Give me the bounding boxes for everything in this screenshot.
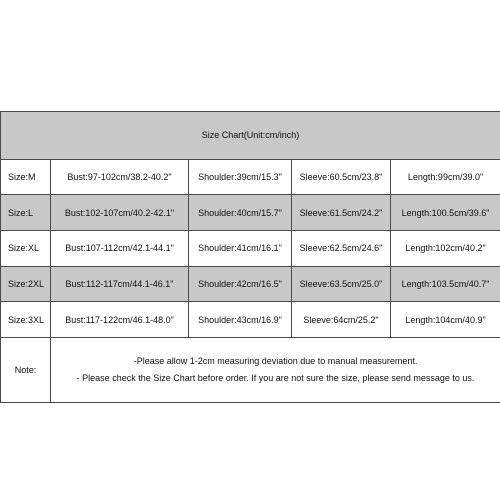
bust-value: Bust:117-122cm/46.1-48.0" [51,302,189,338]
length-value: Length:102cm/40.2" [391,231,500,267]
bust-value: Bust:107-112cm/42.1-44.1" [51,231,189,267]
sleeve-value: Sleeve:62.5cm/24.6" [292,231,391,267]
sleeve-value: Sleeve:63.5cm/25.0" [292,266,391,302]
sleeve-value: Sleeve:61.5cm/24.2" [292,195,391,231]
size-row-xl [1,231,500,267]
note-line: -Please allow 1-2cm measuring deviation due to manual measurement. [133,355,418,366]
sleeve-value: Sleeve:64cm/25.2" [292,302,391,338]
size-chart-table [0,111,500,403]
length-value: Length:103.5cm/40.7" [391,266,500,302]
note-line: - Please check the Size Chart before order. If you are not sure the size, please send message to us. [76,372,475,383]
sleeve-value: Sleeve:60.5cm/23.8" [292,159,391,195]
size-row-2xl [1,266,500,302]
bust-value: Bust:97-102cm/38.2-40.2" [51,159,189,195]
shoulder-value: Shoulder:43cm/16.9" [189,302,292,338]
size-row-l [1,195,500,231]
note-label: Note: [1,337,51,402]
bust-value: Bust:112-117cm/44.1-46.1" [51,266,189,302]
length-value: Length:104cm/40.9" [391,302,500,338]
size-label: Size:L [1,195,51,231]
chart-title: Size Chart(Unit:cm/inch) [1,112,500,160]
note-text [51,337,500,402]
bust-value: Bust:102-107cm/40.2-42.1" [51,195,189,231]
shoulder-value: Shoulder:42cm/16.5" [189,266,292,302]
size-label: Size:2XL [1,266,51,302]
length-value: Length:99cm/39.0" [391,159,500,195]
size-label: Size:XL [1,231,51,267]
shoulder-value: Shoulder:40cm/15.7" [189,195,292,231]
size-label: Size:M [1,159,51,195]
size-row-m [1,159,500,195]
length-value: Length:100.5cm/39.6" [391,195,500,231]
size-label: Size:3XL [1,302,51,338]
size-row-3xl [1,302,500,338]
shoulder-value: Shoulder:41cm/16.1" [189,231,292,267]
note-row [1,337,500,402]
shoulder-value: Shoulder:39cm/15.3" [189,159,292,195]
title-row [1,112,500,160]
